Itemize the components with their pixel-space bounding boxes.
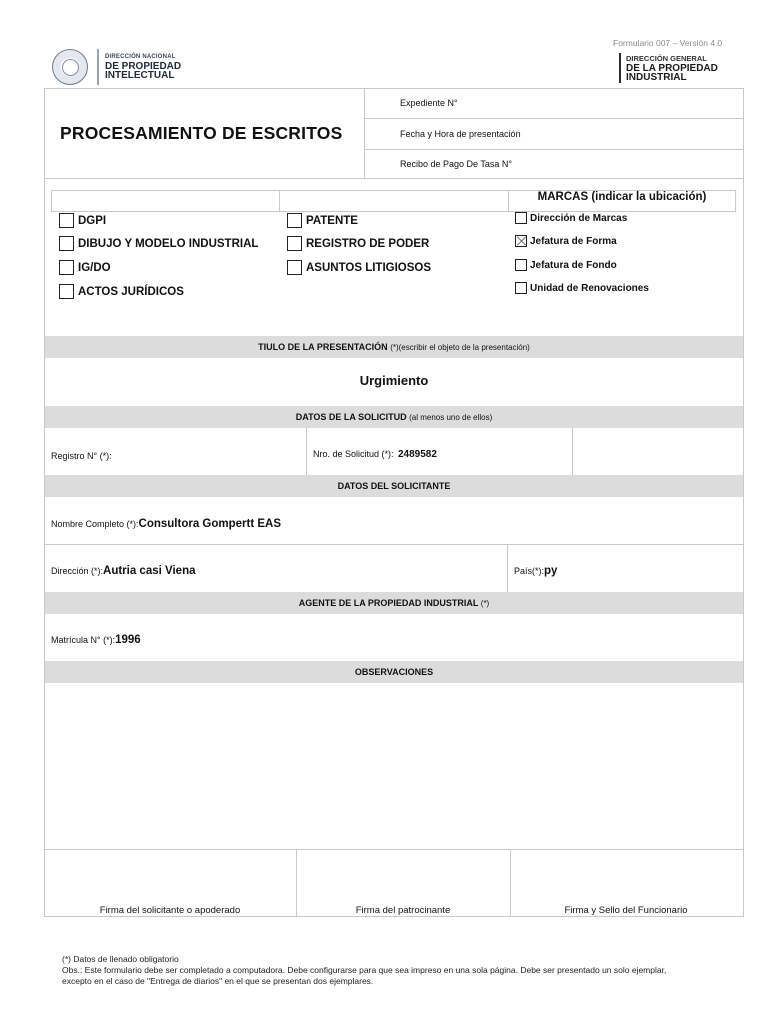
footnote [62, 954, 666, 987]
section-title: TIULO DE LA PRESENTACIÓN [258, 342, 388, 352]
nro-solicitud-value[interactable]: 2489582 [397, 449, 437, 460]
checkbox-icon[interactable] [59, 213, 74, 228]
checkbox-icon[interactable] [287, 213, 302, 228]
section-note: (al menos uno de ellos) [409, 413, 493, 422]
checkbox-jefatura-fondo[interactable] [515, 259, 617, 271]
checkbox-label: Dirección de Marcas [530, 212, 628, 224]
section-title: DATOS DE LA SOLICITUD [295, 412, 407, 422]
checkbox-label: Jefatura de Forma [530, 235, 617, 247]
checkbox-actos-juridicos[interactable] [59, 284, 184, 299]
observaciones-section-header [45, 661, 743, 683]
section-note: (*)(escribir el objeto de la presentación) [390, 343, 530, 352]
nombre-completo-field[interactable] [51, 514, 281, 532]
checkbox-label: REGISTRO DE PODER [306, 237, 430, 250]
marcas-heading: MARCAS (indicar la ubicación) [537, 191, 707, 203]
dinapi-logo [52, 49, 192, 85]
checkbox-icon[interactable] [515, 259, 527, 271]
checkbox-icon[interactable] [287, 236, 302, 251]
cell-divider [306, 428, 307, 475]
footnote-line2: Obs.: Este formulario debe ser completado a computadora. Debe configurarse para que sea impreso en una sola página. Debe ser presentado un solo ejemplar, [62, 965, 667, 975]
logo-divider [97, 49, 99, 85]
footnote-line3: excepto en el caso de "Entrega de diarios" en el que se presentan dos ejemplares. [62, 976, 374, 986]
checkbox-icon[interactable] [287, 260, 302, 275]
pais-label: País(*): [514, 566, 545, 576]
checkbox-label: ACTOS JURÍDICOS [78, 285, 184, 298]
checkbox-dgpi[interactable] [59, 213, 106, 228]
direccion-field[interactable] [51, 561, 196, 579]
checkbox-dibujo-modelo[interactable] [59, 236, 258, 251]
row-divider [45, 544, 743, 545]
matricula-label: Matrícula N° (*): [51, 635, 116, 645]
fecha-hora-field[interactable] [365, 119, 744, 150]
section-title: DATOS DEL SOLICITANTE [337, 481, 451, 491]
checkbox-jefatura-forma[interactable] [515, 235, 617, 247]
section-note: (*) [480, 599, 490, 608]
nombre-value[interactable]: Consultora Gompertt EAS [138, 518, 282, 530]
checkbox-label: DGPI [78, 214, 107, 227]
section-title: OBSERVACIONES [354, 667, 434, 677]
pais-value[interactable]: py [544, 565, 558, 577]
checkbox-icon[interactable] [59, 284, 74, 299]
logo-left-line1: DIRECCIÓN NACIONAL [105, 54, 176, 60]
direccion-label: Dirección (*): [51, 566, 104, 576]
checkbox-direccion-marcas[interactable] [515, 212, 627, 224]
section-title: AGENTE DE LA PROPIEDAD INDUSTRIAL [298, 598, 479, 608]
footnote-line1: (*) Datos de llenado obligatorio [62, 954, 179, 964]
checkbox-label: DIBUJO Y MODELO INDUSTRIAL [78, 237, 259, 250]
checkbox-ig-do[interactable] [59, 260, 111, 275]
recibo-pago-field[interactable] [365, 150, 744, 179]
observaciones-textarea[interactable] [45, 683, 743, 849]
checkbox-icon[interactable] [59, 260, 74, 275]
cell-divider [510, 849, 511, 916]
titulo-section-header [45, 336, 743, 358]
nombre-label: Nombre Completo (*): [51, 519, 139, 529]
form-version: Formulario 007 – Versión 4.0 [613, 38, 723, 48]
expediente-field[interactable] [365, 88, 744, 119]
checkbox-checked-icon[interactable] [515, 235, 527, 247]
checkbox-registro-poder[interactable] [287, 236, 429, 251]
checkbox-label: ASUNTOS LITIGIOSOS [306, 261, 432, 274]
expediente-label: Expediente N° [400, 98, 458, 108]
cell-divider [572, 428, 573, 475]
logo-divider [619, 53, 621, 83]
checkbox-icon[interactable] [59, 236, 74, 251]
nro-solicitud-label: Nro. de Solicitud (*): [313, 449, 394, 459]
fecha-hora-label: Fecha y Hora de presentación [400, 129, 521, 139]
national-seal-icon [52, 49, 88, 85]
registro-label: Registro N° (*): [51, 451, 112, 461]
firma-solicitante-label: Firma del solicitante o apoderado [99, 905, 241, 916]
checkbox-asuntos-litigiosos[interactable] [287, 260, 431, 275]
dgpi-logo [619, 53, 737, 83]
firma-funcionario-label: Firma y Sello del Funcionario [564, 905, 688, 916]
logo-left-line2: DE PROPIEDAD [105, 61, 182, 72]
direccion-value[interactable]: Autria casi Viena [103, 565, 196, 577]
agente-section-header [45, 592, 743, 614]
checkbox-label: PATENTE [306, 214, 358, 227]
cell-divider [507, 544, 508, 592]
category-divider [279, 190, 280, 212]
page-title: PROCESAMIENTO DE ESCRITOS [60, 123, 343, 143]
checkbox-icon[interactable] [515, 212, 527, 224]
solicitud-section-header [45, 406, 743, 428]
recibo-pago-label: Recibo de Pago De Tasa N° [400, 159, 512, 169]
checkbox-label: IG/DO [78, 261, 111, 274]
checkbox-unidad-renovaciones[interactable] [515, 282, 649, 294]
logo-right-line2: DE LA PROPIEDAD [626, 62, 718, 74]
logo-right-line3: INDUSTRIAL [626, 72, 687, 83]
checkbox-label: Jefatura de Fondo [530, 259, 617, 271]
solicitante-section-header [45, 475, 743, 497]
registro-field[interactable] [51, 446, 112, 464]
logo-left-line3: INTELECTUAL [105, 70, 175, 81]
nro-solicitud-field[interactable] [313, 444, 437, 462]
matricula-value[interactable]: 1996 [115, 634, 141, 646]
firma-patrocinante-label: Firma del patrocinante [355, 905, 451, 916]
row-divider [45, 849, 743, 850]
pais-field[interactable] [514, 561, 557, 579]
matricula-field[interactable] [51, 630, 141, 648]
logo-right-line1: DIRECCIÓN GENERAL [626, 54, 707, 63]
checkbox-icon[interactable] [515, 282, 527, 294]
checkbox-label: Unidad de Renovaciones [530, 282, 649, 294]
titulo-value[interactable]: Urgimiento [359, 373, 429, 388]
checkbox-patente[interactable] [287, 213, 358, 228]
